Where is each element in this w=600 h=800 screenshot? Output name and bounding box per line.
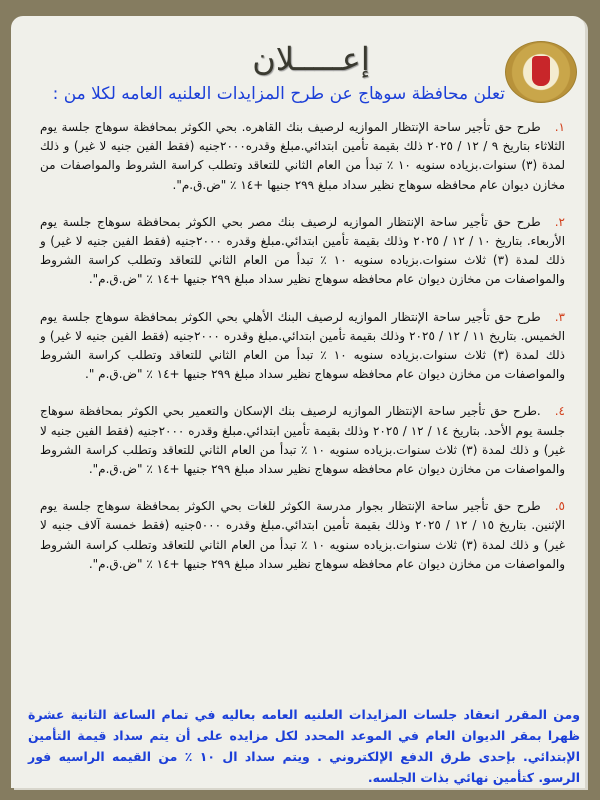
item-number: ٢. (554, 214, 565, 229)
item-number: ٥. (554, 499, 565, 514)
item-text: طرح حق تأجير ساحة الإنتظار الموازيه لرصيف بنك القاهره. بحي الكوثر بمحافظة سوهاج جلسة يوم الثلاثاء بتاريخ ٩ / ١٢ / ٢٠٢٥ ذلك بقيمة تأمين ابتدائي.مبلغ وقدره٢٠٠٠جنيه (فقط الفين جنيه لا غير) و ذلك لمدة (٣) سنوات.بزياده سنويه ١٠ ٪ تبدأ من العام الثاني للتعاقد وتطلب كراسة الشروط والمواصفات من مخازن ديوان عام محافظه سوهاج نظير سداد مبلغ ٢٩٩ جنيها +١٤ ٪ "ض.ق.م". (40, 120, 566, 192)
item-text: طرح حق تأجير ساحة الإنتظار الموازيه لرصيف بنك مصر بحي الكوثر بمحافظة سوهاج جلسة يوم الأربعاء. بتاريخ ١٠ / ١٢ / ٢٠٢٥ وذلك بقيمة تأمين ابتدائي.مبلغ وقدره ٢٠٠٠جنيه (فقط الفين جنيه لا غير) و ذلك لمدة (٣) ثلاث سنوات.بزياده سنويه ١٠ ٪ تبدأ من العام الثاني للتعاقد وتطلب كراسة الشروط والمواصفات من مخازن ديوان عام محافظه سوهاج نظير سداد مبلغ ٢٩٩ جنيها +١٤ ٪ "ض.ق.م". (40, 214, 566, 287)
list-item (40, 308, 565, 385)
list-item (40, 213, 565, 290)
item-number: ٣. (554, 309, 565, 324)
item-number: ١. (554, 120, 565, 134)
page-title: إعـــــلان (252, 40, 370, 78)
footer-note: ومن المقرر انعقاد جلسات المزايدات العلنيه العامه بعاليه في تمام الساعة الثانية عشرة ظهرا بمقر الديوان العام في الموعد المحدد لكل مزايده على أن يتم سداد قيمة التأمين الإبتدائي. بإحدى طرق الدفع الإلكتروني . ويتم سداد ال ١٠ ٪ من القيمه الراسيه فور الرسو. كتأمين نهائي بذات الجلسه. (28, 707, 581, 785)
item-text: طرح حق تأجير ساحة الإنتظار الموازيه لرصيف البنك الأهلي بحي الكوثر بمحافظة سوهاج جلسة يوم الخميس. بتاريخ ١١ / ١٢ / ٢٠٢٥ وذلك بقيمة تأمين ابتدائي.مبلغ وقدره ٢٠٠٠جنيه (فقط الفين جنيه لا غير) و ذلك لمدة (٣) ثلاث سنوات.بزياده سنويه ١٠ ٪ تبدأ من العام الثاني للتعاقد وتطلب كراسة الشروط والمواصفات من مخازن ديوان عام محافظه سوهاج نظير سداد مبلغ ٢٩٩ جنيها +١٤ ٪ "ض.ق.م ". (40, 309, 566, 382)
item-number: ٤. (554, 404, 565, 419)
announcement-subtitle: تعلن محافظة سوهاج عن طرح المزايدات العلنيه العامه لكلا من : (52, 84, 505, 104)
list-item (40, 402, 565, 479)
item-text: طرح حق تأجير ساحة الإنتظار بجوار مدرسة الكوثر للغات بحي الكوثر بمحافظة سوهاج جلسة يوم الإثنين. بتاريخ ١٥ / ١٢ / ٢٠٢٥ وذلك بقيمة تأمين ابتدائي.مبلغ وقدره ٥٠٠٠جنيه (فقط خمسة آلاف جنيه لا غير) و ذلك لمدة (٣) ثلاث سنوات.بزياده سنويه ١٠ ٪ تبدأ من العام الثاني للتعاقد وتطلب كراسة الشروط والمواصفات من مخازن ديوان عام محافظه سوهاج نظير سداد مبلغ ٢٩٩ جنيها +١٤ ٪ "ض.ق.م". (40, 499, 566, 571)
list-item (40, 118, 565, 195)
item-text: .طرح حق تأجير ساحة الإنتظار الموازيه لرصيف بنك الإسكان والتعمير بحي الكوثر بمحافظة سوهاج جلسة يوم الأحد. بتاريخ ١٤ / ١٢ / ٢٠٢٥ وذلك بقيمة تأمين ابتدائي.مبلغ وقدره ٢٠٠٠جنيه (فقط الفين جنيه لا غير) و ذلك لمدة (٣) ثلاث سنوات.بزياده سنويه ١٠ ٪ تبدأ من العام الثاني للتعاقد وتطلب كراسة الشروط والمواصفات من مخازن ديوان عام محافظه سوهاج نظير سداد مبلغ ٢٩٩ جنيها +١٤ ٪ "ض.ق.م". (40, 404, 566, 477)
governorate-logo (505, 41, 577, 103)
logo-emblem-icon (532, 56, 550, 86)
list-item (40, 497, 565, 574)
announcement-items (40, 118, 565, 592)
